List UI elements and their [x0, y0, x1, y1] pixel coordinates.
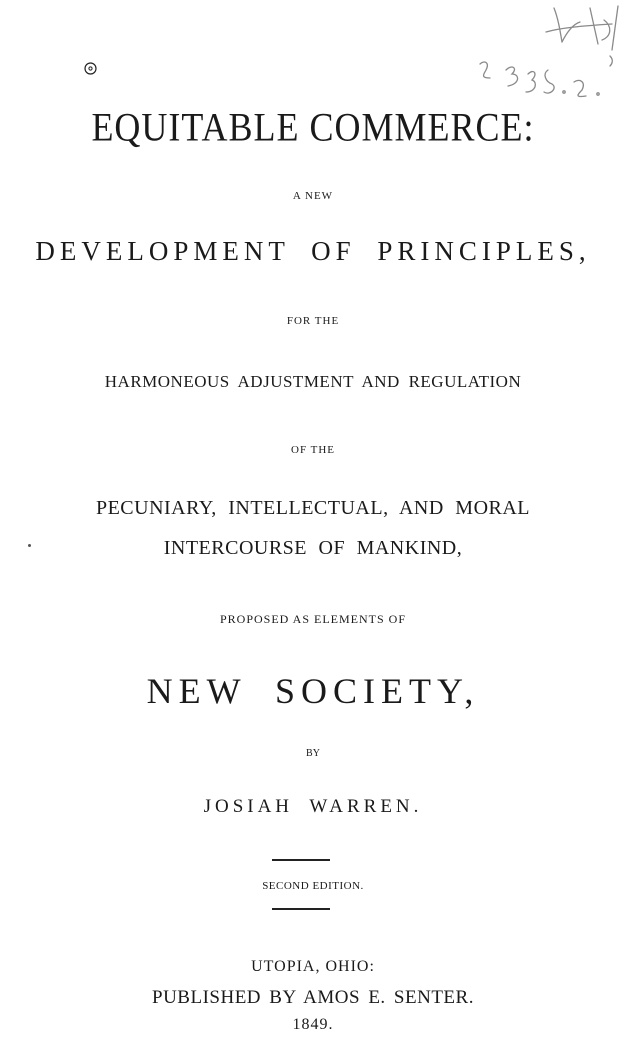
subtitle-for-the: FOR THE [286, 315, 340, 327]
subtitle-proposed: PROPOSED AS ELEMENTS OF [219, 612, 407, 626]
subtitle-intercourse: INTERCOURSE OF MANKIND, [163, 537, 463, 559]
subtitle-of-the: OF THE [291, 444, 335, 456]
subtitle-pecuniary: PECUNIARY, INTELLECTUAL, AND MORAL [95, 497, 531, 519]
top-divider [272, 859, 330, 861]
subtitle-development: DEVELOPMENT OF PRINCIPLES, [35, 236, 591, 266]
bottom-divider [272, 908, 330, 910]
author-name: JOSIAH WARREN. [203, 796, 423, 817]
by-line: BY [306, 748, 320, 759]
imprint-year: 1849. [292, 1016, 334, 1033]
subtitle-harmoneous: HARMONEOUS ADJUSTMENT AND REGULATION [104, 372, 522, 391]
imprint-publisher: PUBLISHED BY AMOS E. SENTER. [152, 987, 474, 1008]
book-title: EQUITABLE COMMERCE: [91, 104, 535, 150]
handwritten-shelfmark [462, 0, 626, 112]
library-stamp-icon [84, 62, 97, 75]
subtitle-a-new: A NEW [292, 190, 334, 202]
subtitle-society: NEW SOCIETY, [146, 671, 480, 711]
imprint-place: UTOPIA, OHIO: [251, 958, 375, 975]
edition-label: SECOND EDITION. [262, 880, 364, 892]
